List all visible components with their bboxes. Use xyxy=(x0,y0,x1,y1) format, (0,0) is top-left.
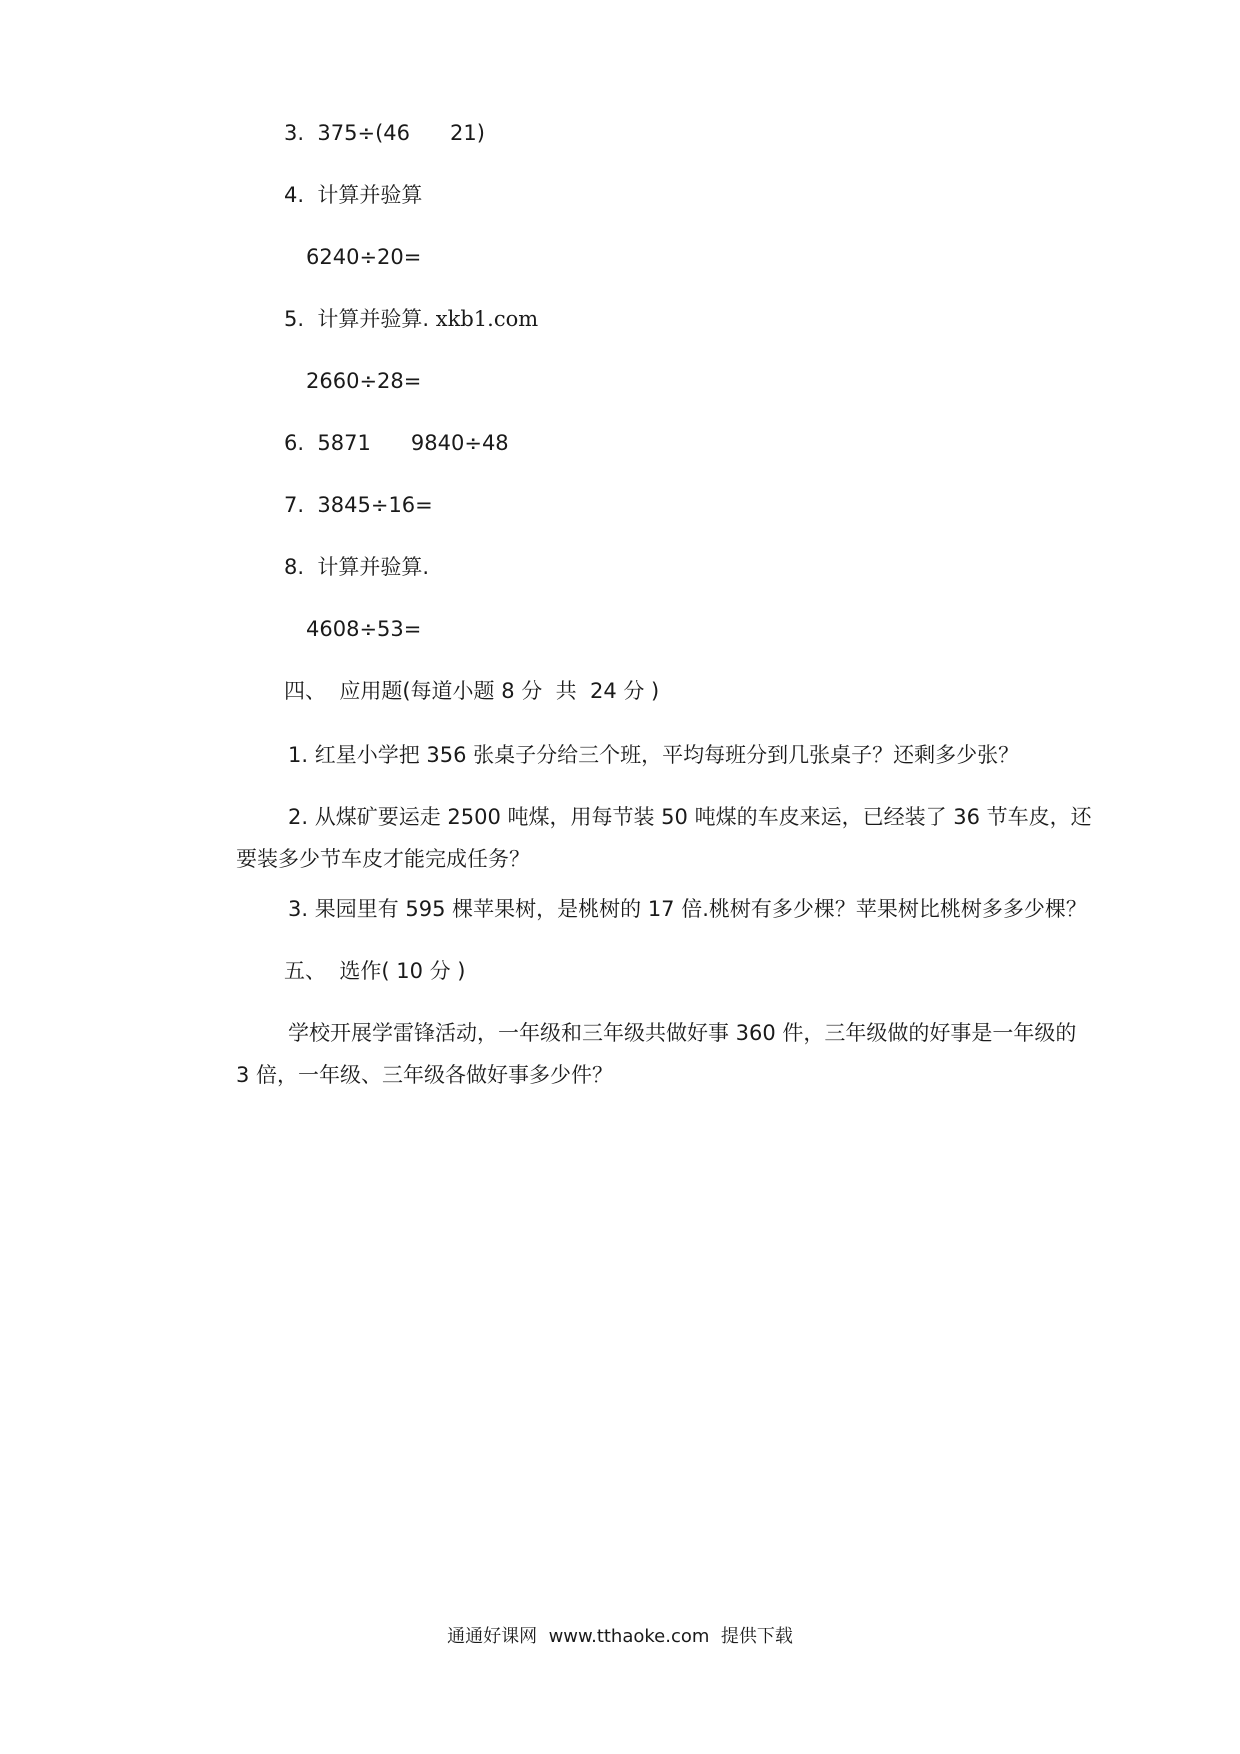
item-number: 7. xyxy=(284,493,305,517)
application-problem-1: 1. 红星小学把 356 张桌子分给三个班，平均每班分到几张桌子？还剩多少张？ xyxy=(288,743,1020,767)
calc-item-4 xyxy=(284,180,422,210)
expression-text: 4608÷53= xyxy=(306,617,422,641)
expression-text: 2660÷28= xyxy=(306,369,422,393)
section-4-heading: 四、 应用题(每道小题 8 分 共 24 分 ) xyxy=(284,679,660,703)
application-problem-3: 3. 果园里有 595 棵苹果树，是桃树的 17 倍.桃树有多少棵？苹果树比桃树多多少棵？ xyxy=(288,897,1087,921)
page-footer: 通通好课网 www.tthaoke.com 提供下载 xyxy=(447,1626,793,1647)
item-text: 5871 9840÷48 xyxy=(317,431,509,455)
calc-expression xyxy=(306,366,421,396)
item-number: 5. xyxy=(284,307,305,331)
calc-item-8 xyxy=(284,552,429,582)
application-problem-2: 2. 从煤矿要运走 2500 吨煤，用每节装 50 吨煤的车皮来运，已经装了 36 节车皮，还要装多少节车皮才能完成任务？ xyxy=(236,805,1092,871)
item-text: 计算并验算. xyxy=(317,307,430,331)
item-text: 计算并验算. xyxy=(317,555,430,579)
item-number: 8. xyxy=(284,555,305,579)
calc-item-3 xyxy=(284,118,485,148)
optional-problem: 学校开展学雷锋活动，一年级和三年级共做好事 360 件，三年级做的好事是一年级的 3 倍，一年级、三年级各做好事多少件？ xyxy=(236,1021,1077,1087)
item-number: 6. xyxy=(284,431,305,455)
item-text: 3845÷16= xyxy=(317,493,433,517)
item-number: 4. xyxy=(284,183,305,207)
calc-item-6 xyxy=(284,428,509,458)
section-5-heading: 五、 选作( 10 分 ) xyxy=(284,959,466,983)
item-text: 375÷(46 21) xyxy=(317,121,485,145)
calc-expression xyxy=(306,242,421,272)
site-watermark: xkb1.com xyxy=(435,307,539,331)
calc-item-5 xyxy=(284,304,538,334)
calc-expression xyxy=(306,614,421,644)
item-number: 3. xyxy=(284,121,305,145)
calc-item-7 xyxy=(284,490,433,520)
expression-text: 6240÷20= xyxy=(306,245,422,269)
item-text: 计算并验算 xyxy=(317,183,423,207)
